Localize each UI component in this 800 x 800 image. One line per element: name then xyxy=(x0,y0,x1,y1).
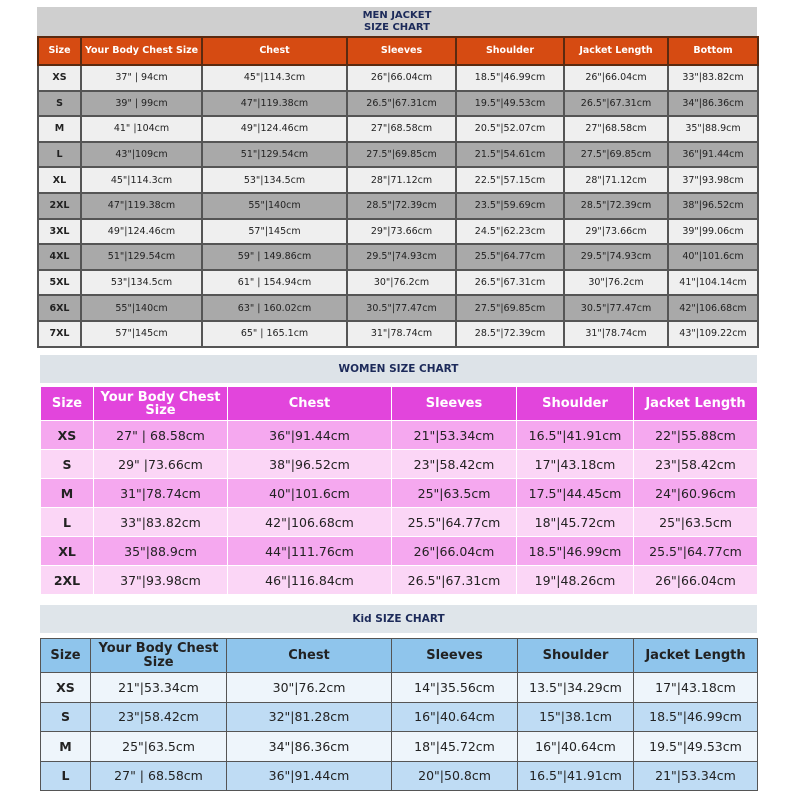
measurement-cell: 29.5"|74.93cm xyxy=(564,244,668,270)
measurement-cell: 27" | 68.58cm xyxy=(91,761,227,791)
column-header: Size xyxy=(41,387,94,421)
measurement-cell: 46"|116.84cm xyxy=(228,566,392,595)
table-row xyxy=(41,673,758,703)
size-cell: S xyxy=(38,91,81,117)
column-header: Chest xyxy=(202,37,347,65)
table-row xyxy=(41,508,758,537)
measurement-cell: 26.5"|67.31cm xyxy=(392,566,517,595)
measurement-cell: 29" |73.66cm xyxy=(94,450,228,479)
measurement-cell: 34"|86.36cm xyxy=(227,732,392,762)
measurement-cell: 31"|78.74cm xyxy=(347,321,456,347)
measurement-cell: 30"|76.2cm xyxy=(347,270,456,296)
measurement-cell: 31"|78.74cm xyxy=(94,479,228,508)
size-cell: 2XL xyxy=(41,566,94,595)
table-row xyxy=(41,537,758,566)
measurement-cell: 21"|53.34cm xyxy=(392,421,517,450)
table-row xyxy=(38,65,758,91)
column-header: Your Body Chest Size xyxy=(91,639,227,673)
measurement-cell: 27.5"|69.85cm xyxy=(347,142,456,168)
column-header: Shoulder xyxy=(517,387,634,421)
measurement-cell: 19.5"|49.53cm xyxy=(634,732,758,762)
column-header: Your Body Chest Size xyxy=(94,387,228,421)
measurement-cell: 44"|111.76cm xyxy=(228,537,392,566)
measurement-cell: 25"|63.5cm xyxy=(634,508,758,537)
measurement-cell: 42"|106.68cm xyxy=(668,295,758,321)
measurement-cell: 29"|73.66cm xyxy=(564,219,668,245)
measurement-cell: 35"|88.9cm xyxy=(668,116,758,142)
size-cell: 5XL xyxy=(38,270,81,296)
measurement-cell: 18.5"|46.99cm xyxy=(456,65,564,91)
table-row xyxy=(38,193,758,219)
measurement-cell: 57"|145cm xyxy=(81,321,202,347)
measurement-cell: 40"|101.6cm xyxy=(228,479,392,508)
size-cell: XS xyxy=(41,421,94,450)
measurement-cell: 40"|101.6cm xyxy=(668,244,758,270)
measurement-cell: 19"|48.26cm xyxy=(517,566,634,595)
measurement-cell: 39"|99.06cm xyxy=(668,219,758,245)
measurement-cell: 18"|45.72cm xyxy=(517,508,634,537)
measurement-cell: 36"|91.44cm xyxy=(227,761,392,791)
measurement-cell: 53"|134.5cm xyxy=(202,167,347,193)
measurement-cell: 16.5"|41.91cm xyxy=(517,421,634,450)
size-cell: S xyxy=(41,702,91,732)
measurement-cell: 26"|66.04cm xyxy=(347,65,456,91)
measurement-cell: 29"|73.66cm xyxy=(347,219,456,245)
measurement-cell: 21"|53.34cm xyxy=(91,673,227,703)
measurement-cell: 33"|83.82cm xyxy=(668,65,758,91)
men-table xyxy=(37,36,759,348)
measurement-cell: 51"|129.54cm xyxy=(81,244,202,270)
measurement-cell: 37"|93.98cm xyxy=(94,566,228,595)
measurement-cell: 13.5"|34.29cm xyxy=(518,673,634,703)
measurement-cell: 43"|109.22cm xyxy=(668,321,758,347)
men-header-row xyxy=(38,37,758,65)
measurement-cell: 47"|119.38cm xyxy=(202,91,347,117)
size-cell: M xyxy=(38,116,81,142)
table-row xyxy=(38,142,758,168)
men-title-line1: MEN JACKET xyxy=(362,9,432,21)
measurement-cell: 57"|145cm xyxy=(202,219,347,245)
size-cell: 2XL xyxy=(38,193,81,219)
measurement-cell: 26"|66.04cm xyxy=(392,537,517,566)
measurement-cell: 31"|78.74cm xyxy=(564,321,668,347)
measurement-cell: 16"|40.64cm xyxy=(392,702,518,732)
table-row xyxy=(38,91,758,117)
measurement-cell: 37" | 94cm xyxy=(81,65,202,91)
measurement-cell: 35"|88.9cm xyxy=(94,537,228,566)
measurement-cell: 18.5"|46.99cm xyxy=(634,702,758,732)
column-header: Chest xyxy=(227,639,392,673)
women-chart-title: WOMEN SIZE CHART xyxy=(40,355,757,383)
measurement-cell: 28.5"|72.39cm xyxy=(564,193,668,219)
measurement-cell: 25.5"|64.77cm xyxy=(456,244,564,270)
column-header: Size xyxy=(38,37,81,65)
kid-chart-title: Kid SIZE CHART xyxy=(40,605,757,633)
measurement-cell: 49"|124.46cm xyxy=(81,219,202,245)
measurement-cell: 25"|63.5cm xyxy=(91,732,227,762)
measurement-cell: 41" |104cm xyxy=(81,116,202,142)
measurement-cell: 39" | 99cm xyxy=(81,91,202,117)
column-header: Chest xyxy=(228,387,392,421)
measurement-cell: 41"|104.14cm xyxy=(668,270,758,296)
measurement-cell: 36"|91.44cm xyxy=(228,421,392,450)
women-header-row xyxy=(41,387,758,421)
column-header: Sleeves xyxy=(392,387,517,421)
measurement-cell: 15"|38.1cm xyxy=(518,702,634,732)
measurement-cell: 17"|43.18cm xyxy=(517,450,634,479)
table-row xyxy=(38,295,758,321)
column-header: Size xyxy=(41,639,91,673)
measurement-cell: 32"|81.28cm xyxy=(227,702,392,732)
measurement-cell: 27" | 68.58cm xyxy=(94,421,228,450)
column-header: Shoulder xyxy=(518,639,634,673)
size-cell: XS xyxy=(38,65,81,91)
measurement-cell: 16.5"|41.91cm xyxy=(518,761,634,791)
measurement-cell: 23"|58.42cm xyxy=(634,450,758,479)
table-row xyxy=(41,702,758,732)
measurement-cell: 47"|119.38cm xyxy=(81,193,202,219)
kid-header-row xyxy=(41,639,758,673)
men-chart-title xyxy=(37,7,757,36)
measurement-cell: 25.5"|64.77cm xyxy=(634,537,758,566)
column-header: Jacket Length xyxy=(634,387,758,421)
measurement-cell: 55"|140cm xyxy=(202,193,347,219)
column-header: Sleeves xyxy=(347,37,456,65)
size-cell: XL xyxy=(38,167,81,193)
measurement-cell: 16"|40.64cm xyxy=(518,732,634,762)
measurement-cell: 63" | 160.02cm xyxy=(202,295,347,321)
kid-size-chart xyxy=(40,605,757,791)
measurement-cell: 23"|58.42cm xyxy=(392,450,517,479)
size-cell: 3XL xyxy=(38,219,81,245)
measurement-cell: 20.5"|52.07cm xyxy=(456,116,564,142)
measurement-cell: 22"|55.88cm xyxy=(634,421,758,450)
measurement-cell: 24"|60.96cm xyxy=(634,479,758,508)
measurement-cell: 59" | 149.86cm xyxy=(202,244,347,270)
column-header: Bottom xyxy=(668,37,758,65)
measurement-cell: 30"|76.2cm xyxy=(564,270,668,296)
measurement-cell: 27"|68.58cm xyxy=(347,116,456,142)
measurement-cell: 27"|68.58cm xyxy=(564,116,668,142)
measurement-cell: 26"|66.04cm xyxy=(564,65,668,91)
table-row xyxy=(41,450,758,479)
measurement-cell: 45"|114.3cm xyxy=(81,167,202,193)
size-cell: L xyxy=(41,761,91,791)
measurement-cell: 17.5"|44.45cm xyxy=(517,479,634,508)
measurement-cell: 22.5"|57.15cm xyxy=(456,167,564,193)
measurement-cell: 23"|58.42cm xyxy=(91,702,227,732)
column-header: Shoulder xyxy=(456,37,564,65)
measurement-cell: 14"|35.56cm xyxy=(392,673,518,703)
measurement-cell: 65" | 165.1cm xyxy=(202,321,347,347)
table-row xyxy=(41,761,758,791)
table-row xyxy=(41,732,758,762)
measurement-cell: 55"|140cm xyxy=(81,295,202,321)
measurement-cell: 27.5"|69.85cm xyxy=(564,142,668,168)
kid-table xyxy=(40,638,758,791)
measurement-cell: 51"|129.54cm xyxy=(202,142,347,168)
column-header: Your Body Chest Size xyxy=(81,37,202,65)
table-row xyxy=(38,270,758,296)
measurement-cell: 28"|71.12cm xyxy=(347,167,456,193)
men-title-line2: SIZE CHART xyxy=(363,21,430,33)
size-cell: M xyxy=(41,479,94,508)
measurement-cell: 33"|83.82cm xyxy=(94,508,228,537)
women-table xyxy=(40,386,758,595)
measurement-cell: 43"|109cm xyxy=(81,142,202,168)
measurement-cell: 28.5"|72.39cm xyxy=(347,193,456,219)
table-row xyxy=(38,116,758,142)
column-header: Jacket Length xyxy=(564,37,668,65)
measurement-cell: 24.5"|62.23cm xyxy=(456,219,564,245)
measurement-cell: 37"|93.98cm xyxy=(668,167,758,193)
measurement-cell: 18.5"|46.99cm xyxy=(517,537,634,566)
size-cell: L xyxy=(38,142,81,168)
table-row xyxy=(41,566,758,595)
measurement-cell: 30"|76.2cm xyxy=(227,673,392,703)
measurement-cell: 21.5"|54.61cm xyxy=(456,142,564,168)
measurement-cell: 26.5"|67.31cm xyxy=(347,91,456,117)
size-cell: S xyxy=(41,450,94,479)
measurement-cell: 18"|45.72cm xyxy=(392,732,518,762)
size-cell: L xyxy=(41,508,94,537)
table-row xyxy=(38,244,758,270)
measurement-cell: 27.5"|69.85cm xyxy=(456,295,564,321)
measurement-cell: 19.5"|49.53cm xyxy=(456,91,564,117)
column-header: Sleeves xyxy=(392,639,518,673)
measurement-cell: 25"|63.5cm xyxy=(392,479,517,508)
size-cell: 7XL xyxy=(38,321,81,347)
men-size-chart xyxy=(37,7,757,348)
table-row xyxy=(38,167,758,193)
women-size-chart xyxy=(40,355,757,595)
measurement-cell: 26.5"|67.31cm xyxy=(456,270,564,296)
column-header: Jacket Length xyxy=(634,639,758,673)
size-cell: 4XL xyxy=(38,244,81,270)
measurement-cell: 53"|134.5cm xyxy=(81,270,202,296)
measurement-cell: 25.5"|64.77cm xyxy=(392,508,517,537)
measurement-cell: 20"|50.8cm xyxy=(392,761,518,791)
table-row xyxy=(38,219,758,245)
measurement-cell: 38"|96.52cm xyxy=(228,450,392,479)
measurement-cell: 30.5"|77.47cm xyxy=(564,295,668,321)
measurement-cell: 38"|96.52cm xyxy=(668,193,758,219)
table-row xyxy=(41,421,758,450)
measurement-cell: 34"|86.36cm xyxy=(668,91,758,117)
measurement-cell: 30.5"|77.47cm xyxy=(347,295,456,321)
measurement-cell: 61" | 154.94cm xyxy=(202,270,347,296)
size-cell: XL xyxy=(41,537,94,566)
table-row xyxy=(38,321,758,347)
size-cell: XS xyxy=(41,673,91,703)
measurement-cell: 26.5"|67.31cm xyxy=(564,91,668,117)
table-row xyxy=(41,479,758,508)
measurement-cell: 23.5"|59.69cm xyxy=(456,193,564,219)
measurement-cell: 28"|71.12cm xyxy=(564,167,668,193)
measurement-cell: 21"|53.34cm xyxy=(634,761,758,791)
measurement-cell: 36"|91.44cm xyxy=(668,142,758,168)
measurement-cell: 29.5"|74.93cm xyxy=(347,244,456,270)
measurement-cell: 17"|43.18cm xyxy=(634,673,758,703)
measurement-cell: 45"|114.3cm xyxy=(202,65,347,91)
measurement-cell: 26"|66.04cm xyxy=(634,566,758,595)
size-cell: M xyxy=(41,732,91,762)
measurement-cell: 42"|106.68cm xyxy=(228,508,392,537)
measurement-cell: 28.5"|72.39cm xyxy=(456,321,564,347)
measurement-cell: 49"|124.46cm xyxy=(202,116,347,142)
size-cell: 6XL xyxy=(38,295,81,321)
